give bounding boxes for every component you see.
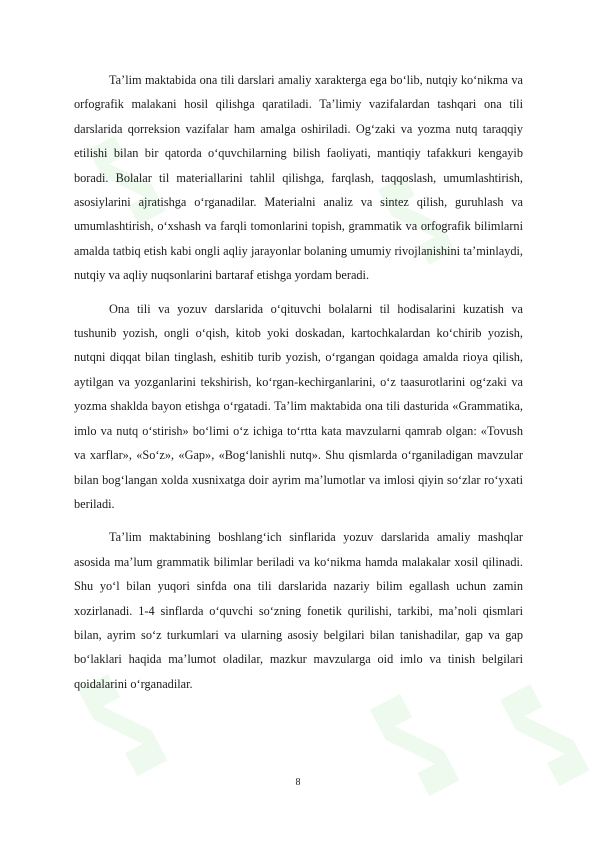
paragraph-2: Ona tili va yozuv darslarida o‘qituvchi bolalarni til hodisalarini kuzatish va tushunib yozish, ongli o‘qish, kitob yoki doskadan, kartochkalardan ko‘chirib yozish, nutqni diqqat bilan tinglash, eshitib turib yozish, o‘rgangan qoidaga amalda rioya qilish, aytilgan va yozganlarini tekshirish, ko‘rgan-kechirganlarini, o‘z taasurotlarini og‘zaki va yozma shaklda bayon etishga o‘rgatadi. Ta’lim maktabida ona tili dasturida «Grammatika, imlo va nutq o‘stirish» bo‘limi o‘z ichiga to‘rtta kata mavzularni qamrab olgan: «Tovush va xarflar», «So‘z», «Gap», «Bog‘lanishli nutq». Shu qismlarda o‘rganiladigan mavzular bilan bog‘langan xolda xusnixatga doir ayrim ma’lumotlar va imlosi qiyin so‘zlar ro‘yxati beriladi. [74,301,523,511]
paragraph-3: Ta’lim maktabining boshlang‘ich sinflarida yozuv darslarida amaliy mashqlar asosida ma’lum grammatik bilimlar beriladi va ko‘nikma hamda malakalar xosil qilinadi. Shu yo‘l bilan yuqori sinfda ona tili darslarida nazariy bilim egallash uchun zamin xozirlanadi. 1-4 sinflarda o‘quvchi so‘zning fonetik qurilishi, tarkibi, ma’noli qismlari bilan, ayrim so‘z turkumlari va ularning asosiy belgilari bilan tanishadilar, gap va gap bo‘laklari haqida ma’lumot oladilar, mazkur mavzularga oid imlo va tinish belgilari qoidalarini o‘rganadilar. [74,530,523,691]
document-body [74,68,523,705]
paragraph-1: Ta’lim maktabida ona tili darslari amaliy xarakterga ega bo‘lib, nutqiy ko‘nikma va orfografik malakani hosil qilishga qaratiladi. Ta’limiy vazifalardan tashqari ona tili darslarida qorreksion vazifalar ham amalga oshiriladi. Og‘zaki va yozma nutq taraqqiy etilishi bilan bir qatorda o‘quvchilarning bilish faoliyati, mantiqiy tafakkuri kengayib boradi. Bolalar til materiallarini tahlil qilishga, farqlash, taqqoslash, umumlashtirish, asosiylarini ajratishga o‘rganadilar. Materialni analiz va sintez qilish, guruhlash va umumlashtirish, o‘xshash va farqli tomonlarini topish, grammatik va orfografik bilimlarni amalda tatbiq etish kabi ongli aqliy jarayonlar bolaning umumiy rivojlanishini ta’minlaydi, nutqiy va aqliy nuqsonlarini bartaraf etishga yordam beradi. [74,73,523,283]
page-number: 8 [295,777,301,788]
